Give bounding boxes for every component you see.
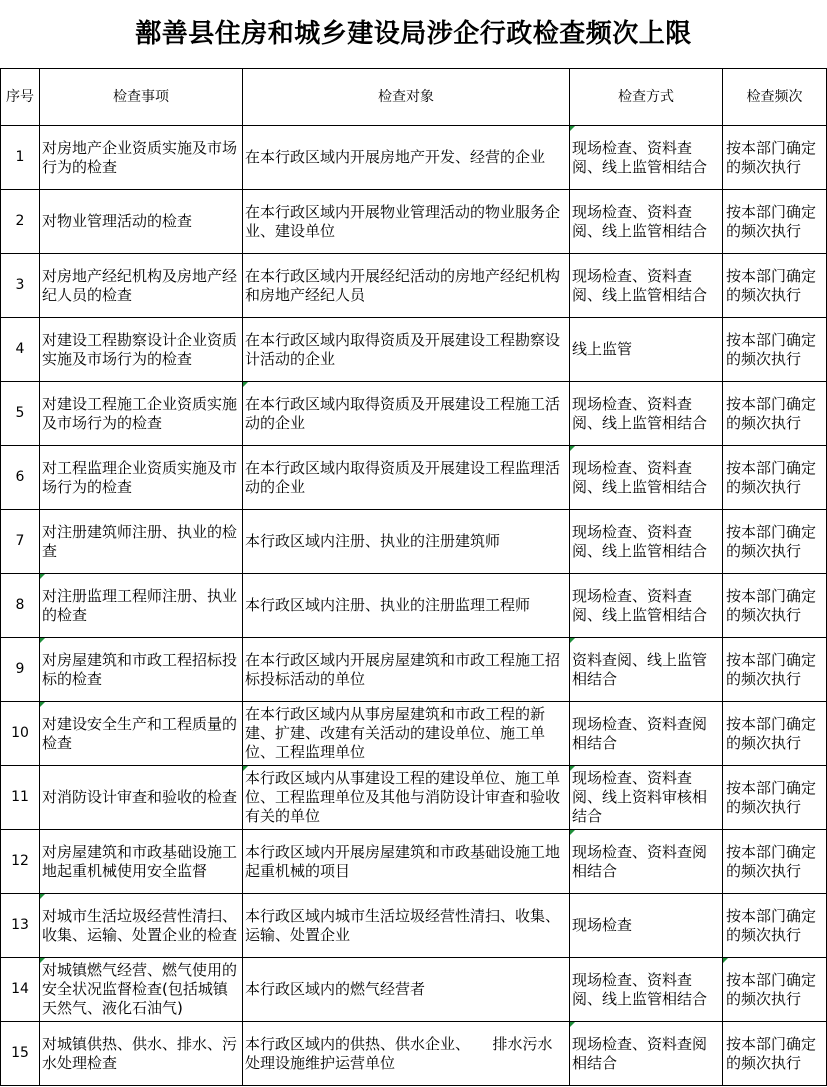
- header-item: 检查事项: [40, 69, 243, 126]
- inspection-item: 对消防设计审查和验收的检查: [40, 766, 243, 830]
- inspection-object: 本行政区域内开展房屋建筑和市政基础设施工地起重机械的项目: [243, 830, 570, 894]
- inspection-method: 现场检查、资料查阅、线上监管相结合: [570, 446, 723, 510]
- row-number: 15: [1, 1022, 40, 1086]
- inspection-item: 对城市生活垃圾经营性清扫、收集、运输、处置企业的检查: [40, 894, 243, 958]
- inspection-frequency: 按本部门确定的频次执行: [723, 894, 827, 958]
- inspection-frequency: 按本部门确定的频次执行: [723, 830, 827, 894]
- table-row: [1, 574, 827, 638]
- table-row: [1, 190, 827, 254]
- inspection-object: 在本行政区域内开展房屋建筑和市政工程施工招标投标活动的单位: [243, 638, 570, 702]
- inspection-frequency: 按本部门确定的频次执行: [723, 254, 827, 318]
- inspection-object: 在本行政区域内开展房地产开发、经营的企业: [243, 126, 570, 190]
- inspection-method: 现场检查、资料查阅、线上监管相结合: [570, 510, 723, 574]
- cell-marker: [570, 446, 575, 451]
- row-number: 12: [1, 830, 40, 894]
- header-frequency: 检查频次: [723, 69, 827, 126]
- header-method: 检查方式: [570, 69, 723, 126]
- table-row: [1, 510, 827, 574]
- inspection-item: 对房地产经纪机构及房地产经纪人员的检查: [40, 254, 243, 318]
- inspection-method: 现场检查、资料查阅相结合: [570, 830, 723, 894]
- row-number: 3: [1, 254, 40, 318]
- inspection-object: 本行政区域内注册、执业的注册监理工程师: [243, 574, 570, 638]
- inspection-frequency: 按本部门确定的频次执行: [723, 510, 827, 574]
- inspection-frequency: 按本部门确定的频次执行: [723, 318, 827, 382]
- inspection-item: 对房屋建筑和市政工程招标投标的检查: [40, 638, 243, 702]
- cell-marker: [40, 958, 45, 963]
- cell-marker: [570, 638, 575, 643]
- inspection-item: 对房屋建筑和市政基础设施工地起重机械使用安全监督: [40, 830, 243, 894]
- table-row: [1, 766, 827, 830]
- inspection-item: 对注册建筑师注册、执业的检查: [40, 510, 243, 574]
- inspection-frequency: 按本部门确定的频次执行: [723, 702, 827, 766]
- cell-marker: [570, 1022, 575, 1027]
- inspection-object: 本行政区域内城市生活垃圾经营性清扫、收集、运输、处置企业: [243, 894, 570, 958]
- row-number: 6: [1, 446, 40, 510]
- inspection-method: 现场检查、资料查阅相结合: [570, 1022, 723, 1086]
- inspection-method: 现场检查、资料查阅、线上监管相结合: [570, 254, 723, 318]
- cell-marker: [243, 766, 248, 771]
- row-number: 7: [1, 510, 40, 574]
- table-row: [1, 894, 827, 958]
- inspection-frequency: 按本部门确定的频次执行: [723, 1022, 827, 1086]
- inspection-method: 现场检查、资料查阅、线上监管相结合: [570, 382, 723, 446]
- table-header-row: [1, 69, 827, 126]
- inspection-object: 在本行政区域内开展经纪活动的房地产经纪机构和房地产经纪人员: [243, 254, 570, 318]
- inspection-object: 本行政区域内从事建设工程的建设单位、施工单位、工程监理单位及其他与消防设计审查和验收有关的单位: [243, 766, 570, 830]
- inspection-frequency: 按本部门确定的频次执行: [723, 382, 827, 446]
- cell-marker: [243, 382, 248, 387]
- row-number: 8: [1, 574, 40, 638]
- inspection-object: 本行政区域内的供热、供水企业、 排水污水处理设施维护运营单位: [243, 1022, 570, 1086]
- inspection-method: 资料查阅、线上监管相结合: [570, 638, 723, 702]
- cell-marker: [40, 894, 45, 899]
- row-number: 1: [1, 126, 40, 190]
- row-number: 4: [1, 318, 40, 382]
- inspection-object: 在本行政区域内开展物业管理活动的物业服务企业、建设单位: [243, 190, 570, 254]
- inspection-frequency: 按本部门确定的频次执行: [723, 638, 827, 702]
- inspection-item: 对城镇供热、供水、排水、污水处理检查: [40, 1022, 243, 1086]
- inspection-frequency: 按本部门确定的频次执行: [723, 446, 827, 510]
- inspection-object: 本行政区域内的燃气经营者: [243, 958, 570, 1022]
- row-number: 13: [1, 894, 40, 958]
- inspection-item: 对建设工程勘察设计企业资质实施及市场行为的检查: [40, 318, 243, 382]
- table-row: [1, 446, 827, 510]
- inspection-item: 对工程监理企业资质实施及市场行为的检查: [40, 446, 243, 510]
- row-number: 11: [1, 766, 40, 830]
- table-row: [1, 830, 827, 894]
- table-row: [1, 638, 827, 702]
- header-object: 检查对象: [243, 69, 570, 126]
- inspection-frequency: 按本部门确定的频次执行: [723, 958, 827, 1022]
- row-number: 9: [1, 638, 40, 702]
- table-row: [1, 126, 827, 190]
- inspection-method: 现场检查、资料查阅相结合: [570, 702, 723, 766]
- cell-marker: [570, 830, 575, 835]
- inspection-method: 现场检查、资料查阅、线上监管相结合: [570, 190, 723, 254]
- cell-marker: [40, 574, 45, 579]
- cell-marker: [40, 638, 45, 643]
- inspection-frequency: 按本部门确定的频次执行: [723, 190, 827, 254]
- inspection-method: 现场检查、资料查阅、线上监管相结合: [570, 958, 723, 1022]
- inspection-item: 对房地产企业资质实施及市场行为的检查: [40, 126, 243, 190]
- inspection-object: 在本行政区域内取得资质及开展建设工程勘察设计活动的企业: [243, 318, 570, 382]
- inspection-item: 对物业管理活动的检查: [40, 190, 243, 254]
- table-row: [1, 958, 827, 1022]
- table-row: [1, 382, 827, 446]
- inspection-item: 对城镇燃气经营、燃气使用的安全状况监督检查(包括城镇天然气、液化石油气): [40, 958, 243, 1022]
- inspection-method: 现场检查、资料查阅、线上监管相结合: [570, 574, 723, 638]
- inspection-object: 在本行政区域内取得资质及开展建设工程监理活动的企业: [243, 446, 570, 510]
- inspection-item: 对建设工程施工企业资质实施及市场行为的检查: [40, 382, 243, 446]
- row-number: 14: [1, 958, 40, 1022]
- inspection-item: 对注册监理工程师注册、执业的检查: [40, 574, 243, 638]
- inspection-method: 现场检查、资料查阅、线上监管相结合: [570, 126, 723, 190]
- inspection-object: 在本行政区域内从事房屋建筑和市政工程的新建、扩建、改建有关活动的建设单位、施工单位、工程监理单位: [243, 702, 570, 766]
- cell-marker: [40, 702, 45, 707]
- table-row: [1, 1022, 827, 1086]
- inspection-table: [0, 68, 827, 1086]
- table-row: [1, 702, 827, 766]
- cell-marker: [570, 126, 575, 131]
- inspection-frequency: 按本部门确定的频次执行: [723, 126, 827, 190]
- inspection-method: 现场检查、资料查阅、线上资料审核相结合: [570, 766, 723, 830]
- page-title: 鄯善县住房和城乡建设局涉企行政检查频次上限: [135, 19, 692, 49]
- header-no: 序号: [1, 69, 40, 126]
- table-row: [1, 254, 827, 318]
- row-number: 2: [1, 190, 40, 254]
- inspection-frequency: 按本部门确定的频次执行: [723, 574, 827, 638]
- row-number: 10: [1, 702, 40, 766]
- table-row: [1, 318, 827, 382]
- inspection-method: 现场检查: [570, 894, 723, 958]
- inspection-frequency: 按本部门确定的频次执行: [723, 766, 827, 830]
- inspection-item: 对建设安全生产和工程质量的检查: [40, 702, 243, 766]
- cell-marker: [570, 766, 575, 771]
- inspection-object: 在本行政区域内取得资质及开展建设工程施工活动的企业: [243, 382, 570, 446]
- row-number: 5: [1, 382, 40, 446]
- inspection-object: 本行政区域内注册、执业的注册建筑师: [243, 510, 570, 574]
- cell-marker: [723, 958, 728, 963]
- inspection-method: 线上监管: [570, 318, 723, 382]
